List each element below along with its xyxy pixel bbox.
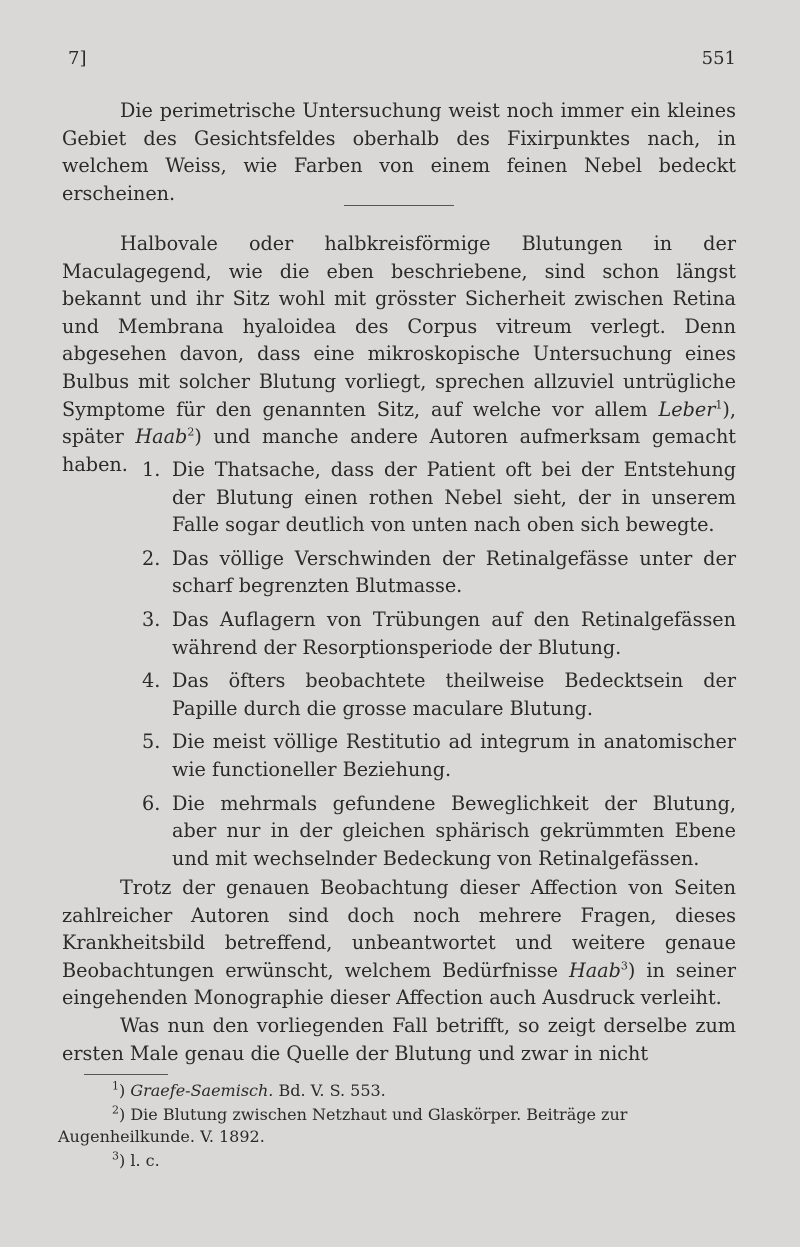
footnote-2: $^2$) Die Blutung zwischen Netzhaut und Glaskörper. Beiträge zur Augenheilkunde. V. 1892.: [58, 1103, 628, 1146]
footnote-reference: Graefe-Saemisch.: [130, 1081, 274, 1100]
footnote-ref-1: 1: [715, 398, 723, 412]
list-item-number: 3.: [142, 607, 161, 631]
paragraph-3-text-1: Trotz der genauen Beobachtung dieser Affection von Seiten zahlreicher Autoren sind doch noch mehrere Fragen, dieses Krankheitsbild betreffend, unbeantwortet und weitere genaue Beobachtungen erwünscht, welchem Bedürfnisse: [62, 876, 736, 982]
chapter-marker: 7]: [68, 48, 87, 69]
paragraph-3-text-2: ) in seiner eingehenden Monographie dieser Affection auch Ausdruck verleiht.: [62, 958, 737, 1010]
footnote-mark: 2: [112, 1103, 119, 1117]
list-item-text: Das Auflagern von Trübungen auf den Retinalgefässen während der Resorptionsperiode der Blutung.: [172, 607, 736, 659]
footnote-text: Die Blutung zwischen Netzhaut und Glaskörper. Beiträge zur Augenheilkunde. V. 1892.: [58, 1105, 628, 1146]
footnote-text: Bd. V. S. 553.: [273, 1081, 386, 1100]
paragraph-2-text-3: ) und manche andere Autoren aufmerksam gemacht haben.: [62, 425, 737, 476]
list-item: [142, 606, 736, 661]
list-item: [142, 667, 736, 722]
footnote-1: $^1$) Graefe-Saemisch. Bd. V. S. 553.: [112, 1079, 386, 1100]
list-item-text: Das öfters beobachtete theilweise Bedecktsein der Papille durch die grosse maculare Blutung.: [172, 669, 736, 720]
footnote-3: $^3$) l. c.: [112, 1149, 160, 1170]
paragraph-1-text: Die perimetrische Untersuchung weist noch immer ein kleines Gebiet des Gesichtsfeldes oberhalb des Fixirpunktes nach, in welchem Weiss, wie Farben von einem feinen Nebel bedeckt erscheinen.: [62, 99, 736, 205]
list-item-text: Die mehrmals gefundene Beweglichkeit der Blutung, aber nur in der gleichen sphärisch gekrümmten Ebene und mit wechselnder Bedeckung von Retinalgefässen.: [172, 791, 736, 870]
list-item-number: 4.: [142, 669, 161, 693]
paragraph-4: Was nun den vorliegenden Fall betrifft, so zeigt derselbe zum ersten Male genau die Quelle der Blutung und zwar in nicht: [62, 1013, 736, 1065]
footnote-text: l. c.: [130, 1151, 160, 1170]
list-item-number: 2.: [142, 546, 161, 570]
paragraph-1: [62, 97, 736, 207]
list-item-number: 6.: [142, 791, 161, 815]
symptom-list: [142, 456, 736, 878]
list-item: [142, 728, 736, 783]
paragraph-2-text-2: ), später: [62, 397, 736, 449]
list-item-text: Die Thatsache, dass der Patient oft bei der Entstehung der Blutung einen rothen Nebel sieht, der in unserem Falle sogar deutlich von unten nach oben sich bewegte.: [172, 458, 736, 537]
author-leber: Leber: [658, 397, 716, 421]
author-haab: Haab: [135, 425, 188, 449]
footnote-mark: 3: [112, 1149, 119, 1163]
paragraph-2: [62, 230, 736, 478]
paragraph-3: [62, 874, 736, 1012]
list-item: [142, 790, 736, 873]
paragraph-2-text-1: Halbovale oder halbkreisförmige Blutungen in der Maculagegend, wie die eben beschriebene, sind schon längst bekannt und ihr Sitz wohl mit grösster Sicherheit zwischen Retina und Membrana hyaloidea des Corpus vitreum verlegt. Denn abgesehen davon, dass eine mikroskopische Untersuchung eines Bulbus mit solcher Blutung vorliegt, sprechen allzuviel untrügliche Symptome für den genannten Sitz, auf welche vor allem: [62, 232, 736, 421]
list-item-text: Das völlige Verschwinden der Retinalgefässe unter der scharf begrenzten Blutmasse.: [172, 546, 736, 598]
page-header: [60, 48, 736, 72]
author-haab-2: Haab: [568, 958, 621, 982]
paragraph-3-and-4: [62, 874, 736, 1067]
footnote-divider: [84, 1074, 168, 1075]
list-item-number: 1.: [142, 458, 161, 481]
list-item-text: Die meist völlige Restitutio ad integrum in anatomischer wie functioneller Beziehung.: [172, 730, 736, 781]
list-item: [142, 545, 736, 600]
footnote-mark: 1: [112, 1079, 119, 1093]
list-item-number: 5.: [142, 730, 161, 754]
page-number: 551: [701, 48, 736, 69]
footnote-ref-2: 2: [187, 425, 195, 439]
footnotes: [58, 1080, 720, 1174]
footnote-ref-3: 3: [620, 959, 628, 973]
section-divider: [344, 205, 454, 206]
list-item: [142, 456, 736, 539]
